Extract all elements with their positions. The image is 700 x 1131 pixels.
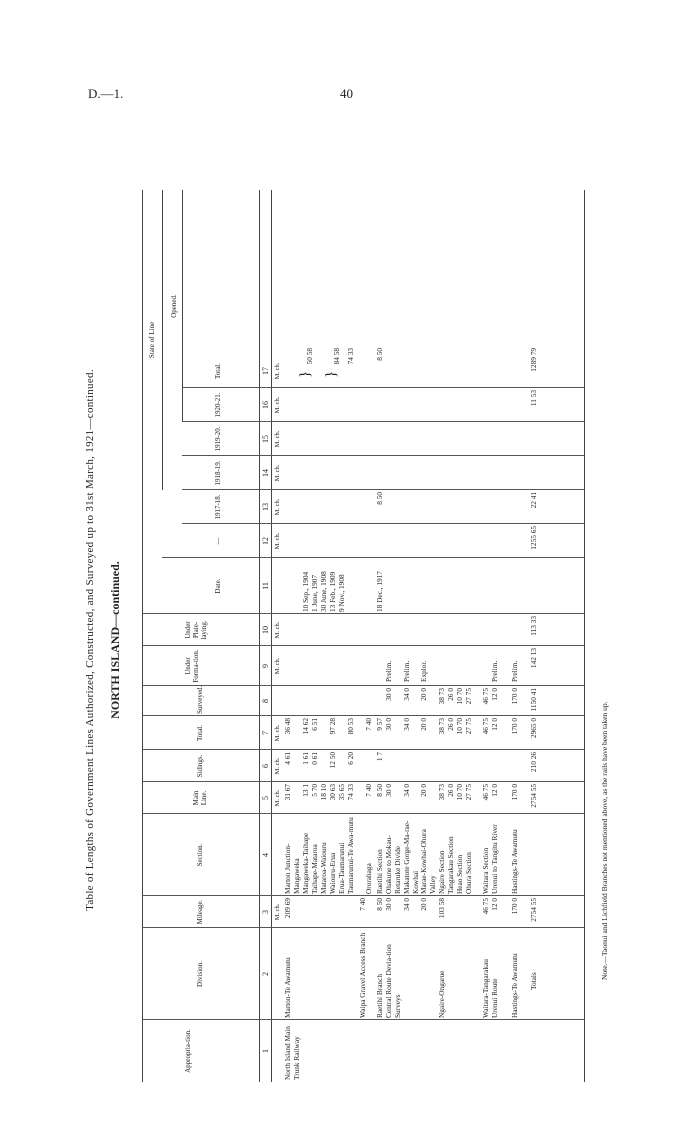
- total-cell: 97 28: [328, 718, 337, 735]
- surveyed-cell: 12 0: [490, 688, 499, 701]
- hdr-date: Date.: [214, 578, 222, 594]
- under-platelaying-cell: 113 33: [529, 616, 538, 636]
- opened-total-cell: 1289 79: [529, 348, 538, 372]
- unit-label: M. ch.: [274, 464, 281, 482]
- main-line-cell: 13 1: [301, 784, 310, 797]
- hdr-1920-21: 1920-21.: [214, 392, 222, 418]
- col-number: 7: [261, 731, 270, 735]
- section-cell: Ororahaga: [364, 863, 373, 894]
- table-subtitle: NORTH ISLAND—continued.: [108, 561, 122, 719]
- sidings-cell: 6 20: [346, 752, 355, 765]
- surveyed-cell: 46 75: [481, 688, 490, 705]
- surveyed-cell: 27 75: [464, 688, 473, 705]
- main-line-cell: 34 0: [402, 784, 411, 797]
- main-line-cell: 8 50: [375, 784, 384, 797]
- vline: [182, 455, 584, 456]
- under-formation-cell: 142 13: [529, 648, 538, 669]
- unit-label: M. ch.: [274, 621, 281, 639]
- section-cell: Makatote Gorge-Ma-rae-Kowhai: [402, 820, 420, 894]
- opened-total-cell: 84 58: [332, 348, 341, 365]
- section-cell: Tangarakau Section: [446, 836, 455, 894]
- main-line-cell: 10 70: [455, 784, 464, 801]
- total-cell: 14 62: [301, 718, 310, 735]
- hdr-section: Section.: [196, 843, 204, 867]
- unit-label: M. ch.: [274, 903, 281, 921]
- hdr-under-platelaying: Under Plate-laying.: [184, 620, 208, 640]
- sidings-cell: 210 26: [529, 752, 538, 773]
- division-cell: Raetihi Branch: [375, 974, 384, 1018]
- mileage-cell: 46 75: [481, 898, 490, 915]
- hdr-appropriation: Appropria-tion.: [184, 1029, 192, 1073]
- total-cell: 9 57: [375, 718, 384, 731]
- main-line-cell: 12 0: [490, 784, 499, 797]
- section-cell: Erua-Taumarunui: [337, 842, 346, 894]
- division-cell: Ngaire-Ongarue: [437, 970, 446, 1018]
- division-cell: Marton-Te Awamutu: [283, 957, 292, 1018]
- total-cell: 46 75: [481, 718, 490, 735]
- vline: [142, 1019, 584, 1020]
- hdr-1917-18: 1917-18.: [214, 494, 222, 520]
- total-cell: 2965 0: [529, 718, 538, 739]
- date-cell: 18 Dec., 1917: [375, 571, 384, 612]
- under-formation-cell: Prelim.: [490, 660, 499, 682]
- division-cell: Hastings-Te Awamutu: [510, 953, 519, 1018]
- mileage-cell: 103 58: [437, 898, 446, 919]
- hdr-division: Division.: [196, 961, 204, 987]
- sidings-cell: 1 7: [375, 752, 384, 762]
- section-cell: Raetihi Section: [375, 849, 384, 894]
- under-formation-cell: Explor.: [419, 660, 428, 682]
- vline: [182, 421, 584, 422]
- table-title: Table of Lengths of Government Lines Authorized, Constructed, and Surveyed up to 31st March, 1921—continued.: [84, 369, 96, 911]
- mileage-cell: 20 0: [419, 898, 428, 911]
- total-cell: 6 51: [310, 718, 319, 731]
- col-number: 13: [261, 503, 270, 511]
- col-number: 6: [261, 764, 270, 768]
- surveyed-cell: 10 70: [455, 688, 464, 705]
- unit-label: M. ch.: [274, 724, 281, 742]
- col-number: 10: [261, 626, 270, 634]
- section-cell: Waitara Section: [481, 847, 490, 894]
- main-line-cell: 38 73: [437, 784, 446, 801]
- sidings-cell: 4 61: [283, 752, 292, 765]
- brace-mark: }: [323, 370, 339, 378]
- unit-label: M. ch.: [274, 657, 281, 675]
- mileage-cell: 8 50: [375, 898, 384, 911]
- mileage-cell: 170 0: [510, 898, 519, 915]
- total-cell: 30 0: [384, 718, 393, 731]
- hdr-surveyed: Surveyed.: [196, 685, 204, 714]
- main-line-cell: 170 0: [510, 784, 519, 801]
- vline: [182, 489, 584, 490]
- main-line-cell: 30 0: [384, 784, 393, 797]
- col-number: 1: [261, 1049, 270, 1053]
- main-line-cell: 5 70: [310, 784, 319, 797]
- opened-1917-18-cell: 8 50: [375, 492, 384, 505]
- col-number: 16: [261, 401, 270, 409]
- col-number: 4: [261, 853, 270, 857]
- date-cell: 1 June, 1907: [310, 574, 319, 612]
- main-line-cell: 74 33: [346, 784, 355, 801]
- division-cell: Urenui Route: [490, 978, 499, 1018]
- total-cell: 38 73: [437, 718, 446, 735]
- main-line-cell: 20 0: [419, 784, 428, 797]
- page-number: 40: [340, 86, 353, 101]
- surveyed-cell: 38 73: [437, 688, 446, 705]
- surveyed-cell: 34 0: [402, 688, 411, 701]
- col-number: 15: [261, 435, 270, 443]
- sidings-cell: 0 61: [310, 752, 319, 765]
- division-cell: Totals: [529, 972, 538, 990]
- date-cell: 9 Nov., 1908: [337, 574, 346, 612]
- main-line-cell: 31 67: [283, 784, 292, 801]
- table-top-rule: [142, 190, 143, 1082]
- section-cell: Mangaweka-Taihape: [301, 832, 310, 894]
- date-cell: 10 Sep., 1904: [301, 571, 310, 612]
- total-cell: 170 0: [510, 718, 519, 735]
- col-number: 17: [261, 367, 270, 375]
- opened-dash-cell: 1255 65: [529, 526, 538, 550]
- hdr-1919-20: 1919-20.: [214, 426, 222, 452]
- hdr-total-opened: Total.: [214, 362, 222, 380]
- division-cell: Central Route Devia-tion Surveys: [384, 944, 402, 1018]
- section-cell: Ngaire Section: [437, 850, 446, 894]
- section-cell: Marton Junction-Mangaweka: [283, 843, 301, 894]
- mileage-cell: 34 0: [402, 898, 411, 911]
- hdr-mileage: Mileage.: [196, 899, 204, 925]
- sidings-cell: 1 61: [301, 752, 310, 765]
- unit-label: M. ch.: [274, 757, 281, 775]
- vline: [142, 749, 584, 750]
- surveyed-cell: 1150 41: [529, 688, 538, 712]
- col-number: 11: [261, 582, 270, 590]
- under-formation-cell: Prelim.: [402, 660, 411, 682]
- state-of-line-rule: [162, 190, 163, 490]
- hdr-dash: —: [214, 537, 222, 545]
- mileage-cell: 30 0: [384, 898, 393, 911]
- col-number: 2: [261, 972, 270, 976]
- col-number: 5: [261, 796, 270, 800]
- unit-label: M. ch.: [274, 498, 281, 516]
- vline: [182, 523, 584, 524]
- vline: [142, 685, 584, 686]
- brace-mark: }: [297, 370, 313, 378]
- hdr-main-line: Main Line.: [192, 790, 208, 806]
- surveyed-cell: 170 0: [510, 688, 519, 705]
- hdr-sidings: Sidings.: [196, 754, 204, 778]
- opened-total-cell: 50 58: [305, 348, 314, 365]
- section-cell: Taumarunui-Te Awa-mutu: [346, 817, 355, 894]
- opened-total-cell: 8 50: [375, 348, 384, 361]
- total-cell: 12 0: [490, 718, 499, 731]
- division-cell: Waipa Gravel Access Branch: [358, 932, 367, 1018]
- total-cell: 10 70: [455, 718, 464, 735]
- units-rule: [271, 190, 272, 1082]
- vline: [142, 781, 584, 782]
- col-number: 3: [261, 910, 270, 914]
- col-number: 12: [261, 537, 270, 545]
- division-cell: Waitara-Tangarakau: [481, 959, 490, 1018]
- vline: [142, 927, 584, 928]
- hdr-opened: Opened.: [170, 294, 178, 318]
- section-cell: Taihape-Mataroa: [310, 844, 319, 894]
- total-cell: 20 0: [419, 718, 428, 731]
- total-cell: 80 53: [346, 718, 355, 735]
- vline: [142, 645, 584, 646]
- under-formation-cell: Prelim.: [510, 660, 519, 682]
- col-number: 8: [261, 699, 270, 703]
- total-cell: 34 0: [402, 718, 411, 731]
- total-cell: 26 0: [446, 718, 455, 731]
- rotated-table-page: [84, 190, 644, 1090]
- section-cell: Mataroa-Waiouru: [319, 842, 328, 894]
- unit-label: M. ch.: [274, 430, 281, 448]
- vline: [182, 387, 584, 388]
- surveyed-cell: 26 0: [446, 688, 455, 701]
- main-line-cell: 7 40: [364, 784, 373, 797]
- col-number: 9: [261, 664, 270, 668]
- main-line-cell: 46 75: [481, 784, 490, 801]
- opened-1920-21-cell: 11 53: [529, 390, 538, 407]
- mileage-cell: 7 40: [358, 898, 367, 911]
- main-line-cell: 26 0: [446, 784, 455, 797]
- unit-label: M. ch.: [274, 396, 281, 414]
- vline: [142, 715, 584, 716]
- section-cell: Heao Section: [455, 854, 464, 894]
- main-line-cell: 27 75: [464, 784, 473, 801]
- surveyed-cell: 20 0: [419, 688, 428, 701]
- table-footnote: Note.—Taonui and Lichfield Branches not mentioned above, as the rails have been taken up.: [600, 701, 609, 980]
- vline: [142, 813, 584, 814]
- total-cell: 27 75: [464, 718, 473, 735]
- section-cell: Urenui to Tangitu River: [490, 824, 499, 894]
- mileage-cell: 2754 55: [529, 898, 538, 922]
- hdr-total: Total.: [196, 724, 204, 742]
- surveyed-cell: 30 0: [384, 688, 393, 701]
- opened-total-cell: 74 33: [346, 348, 355, 365]
- unit-label: M. ch.: [274, 789, 281, 807]
- total-cell: 36 48: [283, 718, 292, 735]
- col-number: 14: [261, 469, 270, 477]
- table-bottom-rule: [584, 190, 585, 1082]
- section-cell: Ohura Section: [464, 852, 473, 894]
- under-formation-cell: Prelim.: [384, 660, 393, 682]
- appropriation-cell: North Island Main Trunk Railway: [283, 1026, 301, 1080]
- main-line-cell: 30 63: [328, 784, 337, 801]
- unit-label: M. ch.: [274, 532, 281, 550]
- mileage-cell: 12 0: [490, 898, 499, 911]
- sidings-cell: 12 50: [328, 752, 337, 769]
- date-cell: 30 June, 1908: [319, 571, 328, 612]
- total-cell: 7 40: [364, 718, 373, 731]
- hdr-1918-19: 1918-19.: [214, 460, 222, 486]
- main-line-cell: 35 65: [337, 784, 346, 801]
- opened-1917-18-cell: 22 41: [529, 492, 538, 509]
- hdr-under-formation: Under Forma-tion.: [184, 649, 200, 683]
- mileage-cell: 209 69: [283, 898, 292, 919]
- section-cell: Ohakune to Mokau-Retaruke Divide: [384, 835, 402, 894]
- vline: [142, 895, 584, 896]
- vline: [162, 557, 584, 558]
- page-header-left: D.—1.: [88, 86, 124, 101]
- hdr-state-of-line: State of Line: [148, 321, 156, 359]
- unit-label: M. ch.: [274, 362, 281, 380]
- section-cell: Hastings-Te Awamutu: [510, 829, 519, 894]
- main-line-cell: 18 10: [319, 784, 328, 801]
- section-cell: Waiouru-Erua: [328, 852, 337, 894]
- col-number-rule: [259, 190, 260, 1082]
- main-line-cell: 2754 55: [529, 784, 538, 808]
- vline: [142, 613, 584, 614]
- date-cell: 13 Feb., 1909: [328, 571, 337, 612]
- section-cell: Marae-Kowhai-Ohura Valley: [419, 829, 437, 894]
